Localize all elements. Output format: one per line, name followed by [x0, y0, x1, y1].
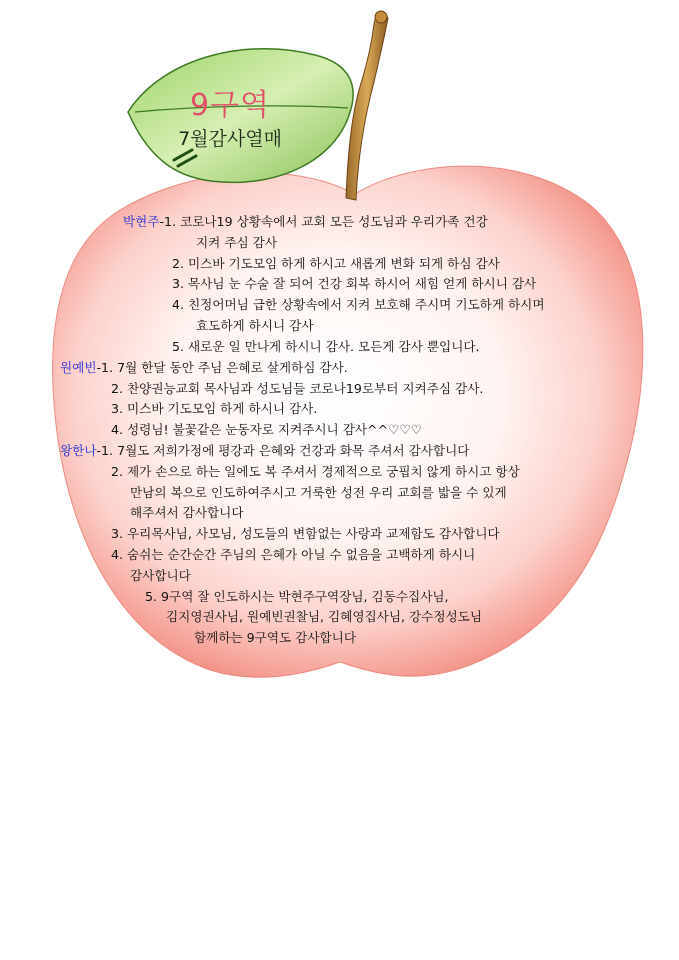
- list-item: 2. 미스바 기도모임 하게 하시고 새롭게 변화 되게 하심 감사: [172, 256, 500, 271]
- list-item: 3. 미스바 기도모임 하게 하시니 감사.: [111, 401, 318, 416]
- list-item: 김지영권사님, 원예빈권찰님, 김혜영집사님, 강수정성도님: [166, 609, 482, 624]
- leaf-subtitle: 7월감사열매: [178, 128, 282, 150]
- list-item: 해주셔서 감사합니다: [130, 505, 244, 520]
- list-item: 3. 우리목사님, 사모님, 성도들의 변함없는 사랑과 교제함도 감사합니다: [111, 526, 500, 541]
- list-item: 박현주-1. 코로나19 상황속에서 교회 모든 성도님과 우리가족 건강: [123, 214, 488, 229]
- list-item: 지켜 주심 감사: [196, 235, 277, 250]
- list-item: 2. 제가 손으로 하는 일에도 복 주셔서 경제적으로 궁핍치 않게 하시고 항상: [111, 464, 520, 479]
- member-name: 원예빈: [60, 360, 97, 375]
- list-item: 5. 9구역 잘 인도하시는 박현주구역장님, 김동수집사님,: [145, 589, 449, 604]
- apple-stem: [346, 14, 388, 200]
- leaf-title: 9구역: [189, 88, 271, 123]
- list-item: 함께하는 9구역도 감사합니다: [194, 630, 357, 645]
- list-item: 3. 목사님 눈 수술 잘 되어 건강 회복 하시어 새힘 얻게 하시니 감사: [172, 276, 537, 291]
- list-item: 만남의 복으로 인도하여주시고 거룩한 성전 우리 교회를 밟을 수 있게: [130, 485, 507, 500]
- list-item: 원예빈-1. 7월 한달 동안 주님 은혜로 살게하심 감사.: [60, 360, 348, 375]
- list-item: 감사합니다: [130, 568, 191, 583]
- member-name: 박현주: [123, 214, 160, 229]
- list-item: 왕한나-1. 7월도 저희가정에 평강과 은혜와 건강과 화목 주셔서 감사합니다: [60, 443, 470, 458]
- list-item: 2. 찬양권능교회 목사님과 성도님들 코로나19로부터 지켜주심 감사.: [111, 381, 484, 396]
- list-item: 효도하게 하시니 감사: [196, 318, 314, 333]
- list-item: 5. 새로운 일 만나게 하시니 감사. 모든게 감사 뿐입니다.: [172, 339, 480, 354]
- member-name: 왕한나: [60, 443, 97, 458]
- list-item: 4. 숨쉬는 순간순간 주님의 은혜가 아닐 수 없음을 고백하게 하시니: [111, 547, 476, 562]
- list-item: 4. 성령님! 불꽃같은 눈동자로 지켜주시니 감사^^♡♡♡: [111, 422, 423, 437]
- list-item: 4. 친정어머님 급한 상황속에서 지켜 보호해 주시며 기도하게 하시며: [172, 297, 545, 312]
